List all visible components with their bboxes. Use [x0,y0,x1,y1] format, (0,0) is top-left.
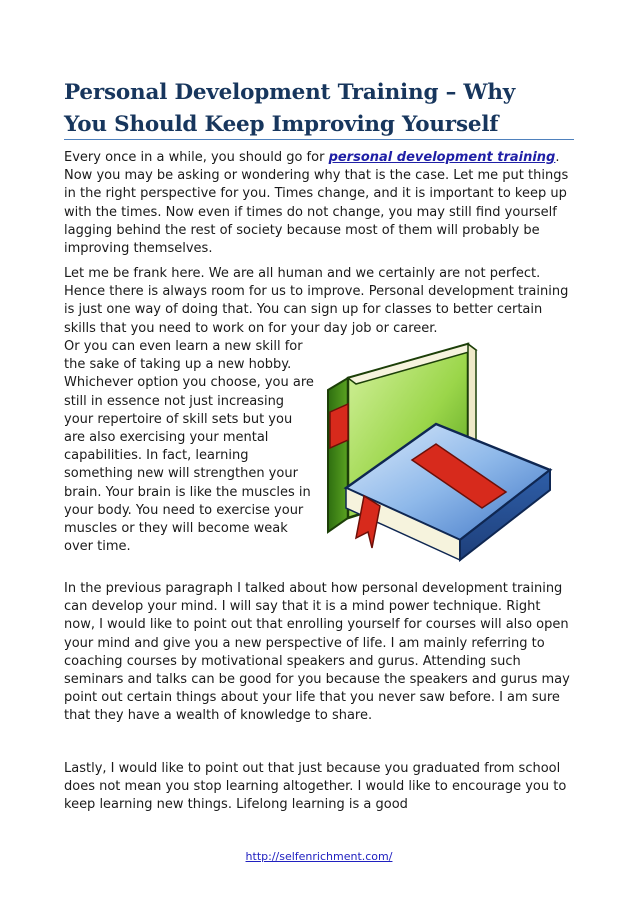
paragraph-1 [64,149,574,258]
books-icon [318,338,558,566]
paragraph-4: Lastly, I would like to point out that just because you graduated from school does not mean you stop learning altogether. I would like to encourage you to keep learning new things. Lifelong learning is a good [64,761,567,813]
paragraph-3: In the previous paragraph I talked about how personal development training can develop your mind. I will say that it is a mind power technique. Right now, I would like to point out that enrolling yourself for courses will also open your mind and give you a new perspective of life. I am mainly referring to coaching courses by motivational speakers and gurus. Attending such seminars and talks can be good for you because the speakers and gurus may point out certain things about your life that you never saw before. I am sure that they have a wealth of knowledge to share. [64,581,570,724]
footer-url-link[interactable]: http://selfenrichment.com/ [245,850,393,863]
paragraph-1-intro: Every once in a while, you should go for [64,150,329,165]
paragraph-2-wrapped: Or you can even learn a new skill for the sake of taking up a new hobby. Whichever option you choose, you are still in essence not just increasing your repertoire of skill sets but you are also exercising your mental capabilities. In fact, learning something new will strengthen your brain. Your brain is like the muscles in your body. You need to exercise your muscles or they will become weak over time. [64,339,314,555]
paragraph-1-rest: . Now you may be asking or wondering why that is the case. Let me put things in the right perspective for you. Times change, and it is important to keep up with the times. Now even if times do not change, you may still find yourself lagging behind the rest of society because most of them will probably be improving themselves. [64,150,569,257]
paragraph-2: Let me be frank here. We are all human and we certainly are not perfect. Hence there is always room for us to improve. Personal development training is just one way of doing that. You can sign up for classes to better certain skills that you need to work on for your day job or career. [64,266,569,336]
title-divider [64,139,574,140]
page-title: Personal Development Training – Why You Should Keep Improving Yourself [64,80,516,137]
personal-development-training-link[interactable]: personal development training [328,150,556,165]
